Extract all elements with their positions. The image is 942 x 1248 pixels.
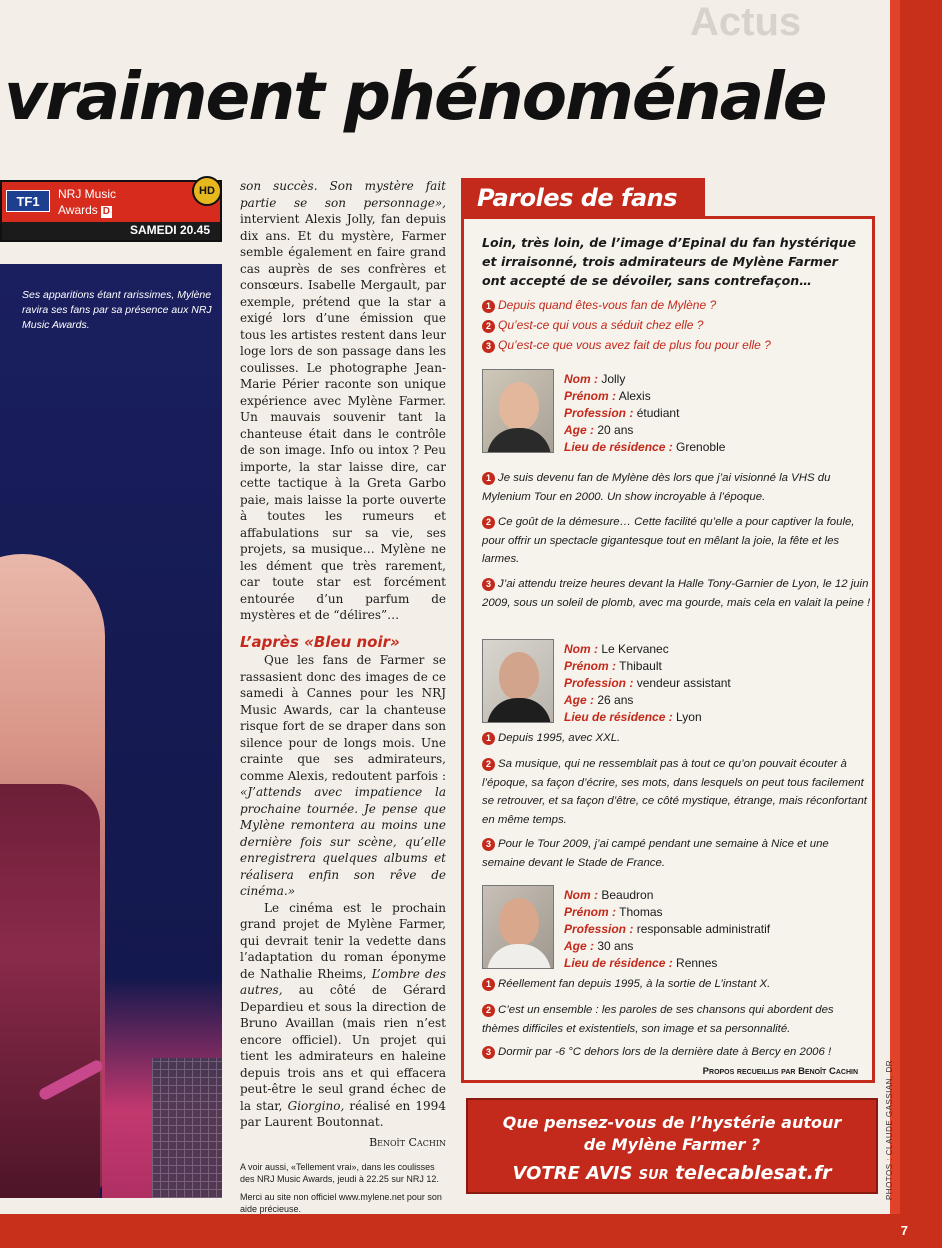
concert-photo [0, 264, 222, 1198]
label-profession: Profession : [564, 676, 634, 690]
label-profession: Profession : [564, 922, 634, 936]
fan-lieu: Lyon [676, 710, 702, 724]
fan-answer-2 [482, 755, 872, 829]
article-text-1: intervient Alexis Jolly, fan depuis dix ans. Et du mystère, Farmer semble également en faire grand cas auprès de ses confrères et consœurs. Isabelle Mergault, par exemple, prétend que la star a exigé lors d’une émission que tous les artistes restent dans leur loge lors de son passage dans les coulisses. Le photographe Jean-Marie Périer raconte son unique expérience avec Mylène Farmer. Un mauvais souvenir tant la chanteuse était dans le contrôle de son image. Info ou intox ? Peu importe, la star laisse dire, car cette tactique à la Greta Garbo paie, mais laisse la porte ouverte à toutes les rumeurs et affabulations sur sa vie, ses projets, sa musique… Mylène ne les dément que très rarement, car toute star est forcément entourée d’un parfum de mystères et de “délires”… [240, 212, 446, 622]
promo-question [468, 1112, 876, 1156]
article-note-2: Merci au site non officiel www.mylene.net pour son aide précieuse. [240, 1192, 442, 1214]
label-prenom: Prénom : [564, 659, 617, 673]
answer-text: Réellement fan depuis 1995, à la sortie de L’instant X. [498, 978, 771, 990]
page-number: 7 [900, 1223, 908, 1238]
fan-age: 20 ans [597, 423, 634, 437]
fan-portrait [482, 639, 554, 723]
promo-cta[interactable] [468, 1160, 876, 1189]
number-1-icon: 1 [482, 300, 495, 313]
hd-badge-icon: HD [192, 176, 222, 206]
photo-credit: PHOTOS : CLAUDE GASSIAN, DR [885, 1060, 894, 1201]
number-3-icon: 3 [482, 838, 495, 851]
label-age: Age : [564, 693, 594, 707]
number-3-icon: 3 [482, 578, 495, 591]
fan-profession: vendeur assistant [636, 676, 731, 690]
fan-answer-2 [482, 513, 872, 569]
label-nom: Nom : [564, 888, 598, 902]
page-bottom-border [0, 1214, 942, 1248]
question-text: Depuis quand êtes-vous fan de Mylène ? [498, 298, 717, 312]
label-lieu: Lieu de résidence : [564, 440, 673, 454]
fan-answer-1 [482, 729, 872, 748]
number-1-icon: 1 [482, 978, 495, 991]
article-text-2: Que les fans de Farmer se rassasient donc des images de ce samedi à Cannes pour les NRJ Music Awards, car la chanteuse risque fort de se draper dans son silence pour de longs mois. Une crainte que ses admirateurs, comme Alexis, redoutent parfois : [240, 653, 446, 783]
fan-info [564, 371, 725, 456]
number-2-icon: 2 [482, 320, 495, 333]
question-item [482, 335, 872, 355]
article-column [240, 178, 446, 1215]
article-text-3b: au côté de Gérard Depardieu et sous la direction de Bruno Availlan (mais rien n’est encore officiel). Un projet qui tient les admirateurs en haleine depuis trois ans et qui effacera peut-être le seul grand échec de la star, [240, 983, 446, 1113]
fan-age: 26 ans [597, 693, 634, 707]
fan-nom: Beaudron [601, 888, 654, 902]
fan-prenom: Thibault [619, 659, 662, 673]
number-3-icon: 3 [482, 340, 495, 353]
article-note-1: A voir aussi, «Tellement vrai», dans les coulisses des NRJ Music Awards, jeudi à 22.25 sur NRJ 12. [240, 1162, 439, 1184]
question-item [482, 315, 872, 335]
number-2-icon: 2 [482, 758, 495, 771]
answer-text: Pour le Tour 2009, j’ai campé pendant une semaine à Nice et une semaine devant le Stade de France. [482, 838, 829, 869]
answer-text: Depuis 1995, avec XXL. [498, 732, 621, 744]
article-paragraph-1 [240, 178, 446, 624]
question-item [482, 295, 872, 315]
fan-profession: responsable administratif [636, 922, 771, 936]
label-profession: Profession : [564, 406, 634, 420]
article-quote-2: «J’attends avec impatience la prochaine tournée. Je pense que Mylène remontera au moins une dernière fois sur scène, qu’elle enregistrera quelques albums et réalisera enfin son rêve de cinéma.» [240, 785, 446, 898]
promo-cta-text: VOTRE AVIS [512, 1163, 633, 1184]
article-quote-end: son succès. Son mystère fait partie se son personnage», [240, 179, 446, 210]
fan-answer-3 [482, 1043, 872, 1062]
interview-credit: Propos recueillis par Benoît Cachin [702, 1066, 858, 1077]
article-text-3: Le cinéma est le prochain grand projet de Mylène Farmer, qui devrait tenir la vedette dans l’adaptation du roman éponyme de Nathalie Rheims, [240, 900, 446, 981]
label-nom: Nom : [564, 372, 598, 386]
fan-nom: Jolly [601, 372, 626, 386]
broadcast-time: SAMEDI 20.45 [129, 223, 210, 237]
fan-portrait [482, 885, 554, 969]
fan-portrait [482, 369, 554, 453]
answer-text: Sa musique, qui ne ressemblait pas à tout ce qu’on pouvait écouter à l’époque, sa façon d’écrire, ses mots, dans lesquels on peut tous facilement se retrouver, et sa façon d’être, ce côté mystique, étrange, mais réconfortant en même temps. [482, 758, 867, 826]
promo-question-line1: Que pensez-vous de l’hystérie autour [502, 1113, 842, 1132]
tv-listing-box [0, 180, 222, 242]
question-text: Qu’est-ce qui vous a séduit chez elle ? [498, 318, 704, 332]
program-name-line1: NRJ Music [58, 187, 117, 201]
fan-answer-2 [482, 1001, 872, 1038]
promo-question-line2: de Mylène Farmer ? [583, 1135, 761, 1154]
singer-figure [0, 554, 110, 1198]
label-lieu: Lieu de résidence : [564, 710, 673, 724]
promo-website-link[interactable]: telecablesat.fr [674, 1162, 832, 1184]
book-title: L’ombre des autres, [240, 966, 446, 997]
label-age: Age : [564, 939, 594, 953]
fan-age: 30 ans [597, 939, 634, 953]
label-age: Age : [564, 423, 594, 437]
answer-text: C’est un ensemble : les paroles de ses chansons qui abordent des thèmes difficiles et existentiels, son image et sa personnalité. [482, 1004, 834, 1035]
promo-banner[interactable] [466, 1098, 878, 1194]
film-title: Giorgino, [287, 1098, 345, 1113]
program-name-line2-wrap [58, 202, 116, 218]
answer-text: Je suis devenu fan de Mylène dès lors que j’ai visionné la VHS du Mylenium Tour en 2000. Un show incroyable à l’époque. [482, 472, 831, 503]
fan-info [564, 887, 770, 972]
promo-cta-sur: SUR [638, 1168, 669, 1183]
fan-nom: Le Kervanec [601, 642, 669, 656]
program-name [58, 186, 116, 218]
article-byline: Benoît Cachin [369, 1135, 446, 1149]
fan-answer-3 [482, 575, 872, 612]
article-paragraph-2 [240, 652, 446, 900]
fans-section-title: Paroles de fans [461, 178, 705, 218]
label-nom: Nom : [564, 642, 598, 656]
answer-text: J’ai attendu treize heures devant la Halle Tony-Garnier de Lyon, le 12 juin 2009, sous un soleil de plomb, avec ma gourde, mais cela en valait la peine ! [482, 578, 871, 609]
article-text-3c: réalisé en 1994 par Laurent Boutonnat. [240, 1098, 446, 1129]
answer-text: Ce goût de la démesure… Cette facilité qu’elle a pour captiver la foule, pour offrir un spectacle gigantesque tout en mêlant la joie, la fête et les larmes. [482, 516, 855, 565]
fan-profession: étudiant [636, 406, 680, 420]
fans-section-box [461, 216, 875, 1083]
tv-listing-header [2, 182, 220, 222]
number-1-icon: 1 [482, 732, 495, 745]
fans-intro: Loin, très loin, de l’image d’Epinal du fan hystérique et irraisonné, trois admirateurs de Mylène Farmer ont accepté de se dévoiler, sans contrefaçon… [482, 235, 856, 288]
number-3-icon: 3 [482, 1046, 495, 1059]
facing-page-ghost-text: Actus [690, 0, 802, 44]
question-list [482, 295, 872, 355]
answer-text: Dormir par -6 °C dehors lors de la dernière date à Bercy en 2006 ! [498, 1046, 832, 1058]
label-lieu: Lieu de résidence : [564, 956, 673, 970]
program-name-line2: Awards [58, 203, 98, 217]
page-edge-border [890, 0, 942, 1248]
fan-lieu: Rennes [676, 956, 718, 970]
fan-answer-1 [482, 469, 872, 506]
channel-logo: TF1 [6, 190, 50, 212]
fan-info [564, 641, 731, 726]
label-prenom: Prénom : [564, 905, 617, 919]
number-2-icon: 2 [482, 1004, 495, 1017]
label-prenom: Prénom : [564, 389, 617, 403]
fan-prenom: Alexis [618, 389, 651, 403]
number-1-icon: 1 [482, 472, 495, 485]
question-text: Qu’est-ce que vous avez fait de plus fou pour elle ? [498, 338, 771, 352]
rating-badge: D [102, 206, 111, 217]
article-subheading: L’après «Bleu noir» [240, 632, 400, 651]
fan-answer-1 [482, 975, 872, 994]
fan-lieu: Grenoble [676, 440, 726, 454]
fan-answer-3 [482, 835, 872, 872]
fan-prenom: Thomas [619, 905, 663, 919]
photo-caption: Ses apparitions étant rarissimes, Mylène ravira ses fans par sa présence aux NRJ Music Awards. [22, 289, 212, 331]
stage-structure [152, 1058, 222, 1198]
article-paragraph-3 [240, 900, 446, 1131]
headline: vraiment phénoménale [4, 58, 826, 135]
number-2-icon: 2 [482, 516, 495, 529]
